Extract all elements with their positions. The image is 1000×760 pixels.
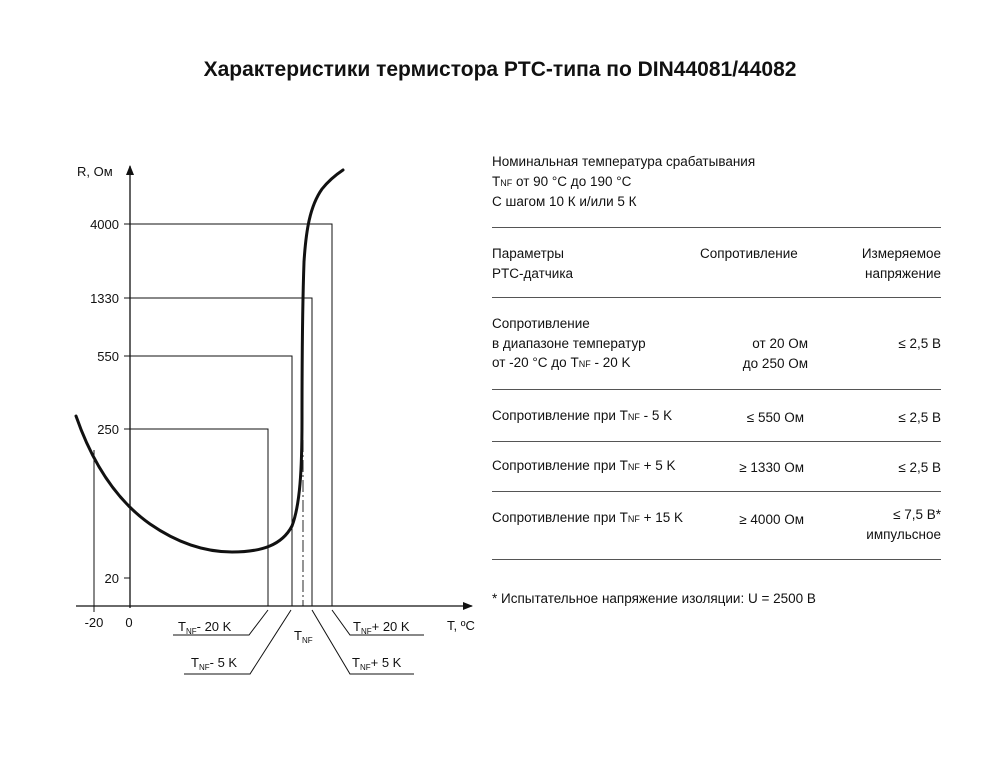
divider [492, 389, 941, 390]
resistance-temperature-diagram [0, 0, 480, 700]
divider [492, 491, 941, 492]
row2-param: Сопротивление при TNF - 5 K [492, 408, 673, 423]
x-tick-label: 0 [125, 615, 133, 630]
x-axis-label: T, ºC [447, 618, 475, 633]
divider [492, 441, 941, 442]
header-resistance: Сопротивление [700, 246, 798, 261]
row4-resistance: ≥ 4000 Ом [739, 512, 804, 527]
row2-voltage: ≤ 2,5 В [898, 410, 941, 425]
label-tnf-minus-5: $T_{NF}-$ 5 K [191, 655, 238, 672]
footnote: * Испытательное напряжение изоляции: U = 2500 В [492, 591, 816, 606]
info-line-2: TNF от 90 °C до 190 °C [492, 174, 632, 189]
label-tnf-plus-5: $T_{NF}+ 5$ K [352, 655, 402, 672]
row3-resistance: ≥ 1330 Ом [739, 460, 804, 475]
tnf-label: $T_{NF}$ [294, 628, 313, 645]
y-tick-label: 4000 [90, 217, 119, 232]
row3-voltage: ≤ 2,5 В [898, 460, 941, 475]
header-param: Параметры PTC-датчика [492, 246, 574, 281]
row1-voltage: ≤ 2,5 В [898, 336, 941, 351]
label-tnf-minus-20: $T_{NF}-$ 20 K [178, 619, 232, 636]
row1-param: Сопротивление в диапазоне температур от -20 °C до TNF - 20 K [492, 316, 646, 370]
y-tick-label: 250 [97, 422, 119, 437]
y-tick-label: 20 [104, 571, 119, 586]
info-line-3: С шагом 10 К и/или 5 К [492, 194, 637, 209]
row2-resistance: ≤ 550 Ом [746, 410, 804, 425]
divider [492, 559, 941, 560]
y-axis-label: R, Ом [77, 164, 113, 179]
divider [492, 297, 941, 298]
y-tick-label: 1330 [90, 291, 119, 306]
header-voltage: Измеряемое напряжение [861, 246, 941, 281]
row4-voltage: ≤ 7,5 В* импульсное [866, 507, 941, 542]
label-tnf-plus-20: $T_{NF}+ 20$ K [353, 619, 410, 636]
info-line-1: Номинальная температура срабатывания [492, 154, 756, 169]
page-title: Характеристики термистора PTC-типа по DIN44081/44082 [203, 58, 797, 81]
x-tick-label: -20 [84, 615, 104, 630]
y-ticks [124, 224, 130, 578]
row3-param: Сопротивление при TNF + 5 K [492, 458, 676, 473]
row4-param: Сопротивление при TNF + 15 K [492, 510, 684, 525]
divider [492, 227, 941, 228]
y-tick-label: 550 [97, 349, 119, 364]
row1-resistance: от 20 Ом до 250 Ом [742, 336, 808, 371]
